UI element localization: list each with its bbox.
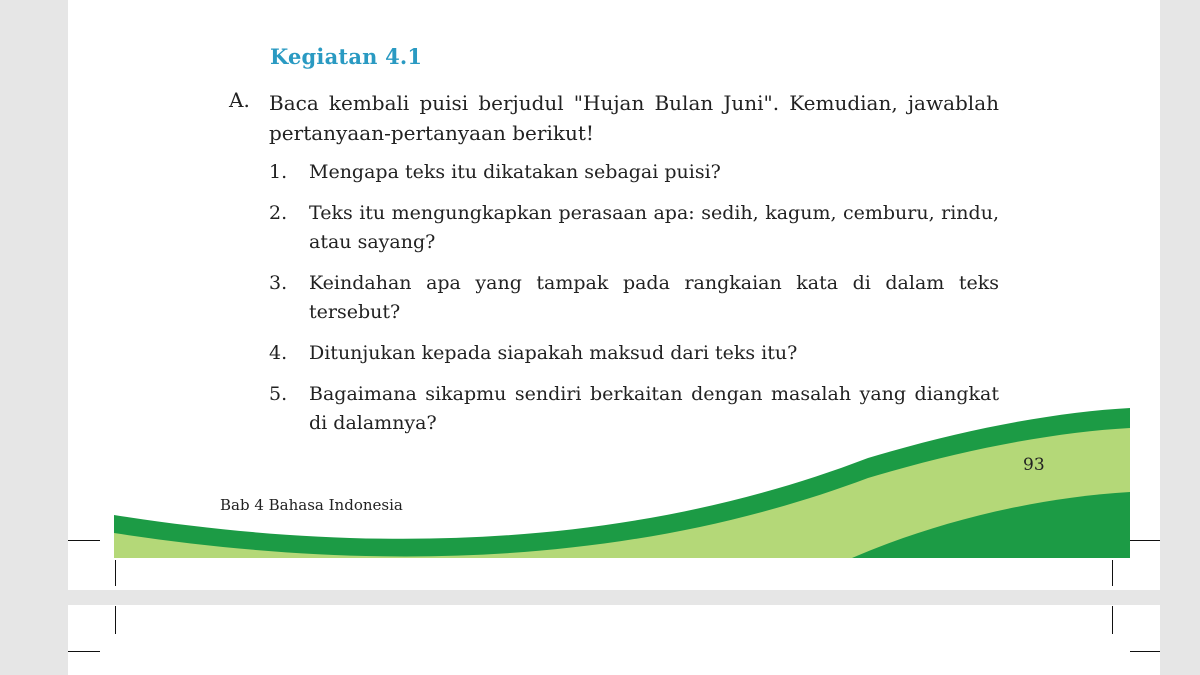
question-text: Mengapa teks itu dikatakan sebagai puisi?: [309, 161, 721, 183]
chapter-label: Bab 4 Bahasa Indonesia: [220, 496, 403, 514]
document-page: [68, 0, 1160, 590]
crop-mark: [1112, 606, 1113, 634]
crop-mark: [115, 606, 116, 634]
crop-mark: [1130, 651, 1160, 652]
next-page-edge: [68, 605, 1160, 675]
question-number: 1.: [269, 161, 288, 183]
section-letter: A.: [229, 88, 250, 112]
question-text: Keindahan apa yang tampak pada rangkaian kata di dalam teks tersebut?: [309, 272, 999, 323]
question-text: Teks itu mengungkapkan perasaan apa: sedih, kagum, cemburu, rindu, atau sayang?: [309, 202, 999, 253]
crop-mark: [68, 651, 100, 652]
question-text: Ditunjukan kepada siapakah maksud dari teks itu?: [309, 342, 798, 364]
question-number: 3.: [269, 272, 288, 294]
crop-mark: [68, 540, 100, 541]
activity-title: Kegiatan 4.1: [270, 44, 423, 69]
page-number: 93: [1023, 455, 1045, 475]
crop-mark: [1130, 540, 1160, 541]
question-number: 5.: [269, 383, 288, 405]
question-text: Bagaimana sikapmu sendiri berkaitan dengan masalah yang diangkat di dalamnya?: [309, 383, 999, 434]
question-number: 4.: [269, 342, 288, 364]
question-number: 2.: [269, 202, 288, 224]
instruction-text: Baca kembali puisi berjudul "Hujan Bulan Juni". Kemudian, jawablah pertanyaan-pertanyaan berikut!: [269, 91, 999, 145]
crop-mark: [1112, 560, 1113, 586]
crop-mark: [115, 560, 116, 586]
